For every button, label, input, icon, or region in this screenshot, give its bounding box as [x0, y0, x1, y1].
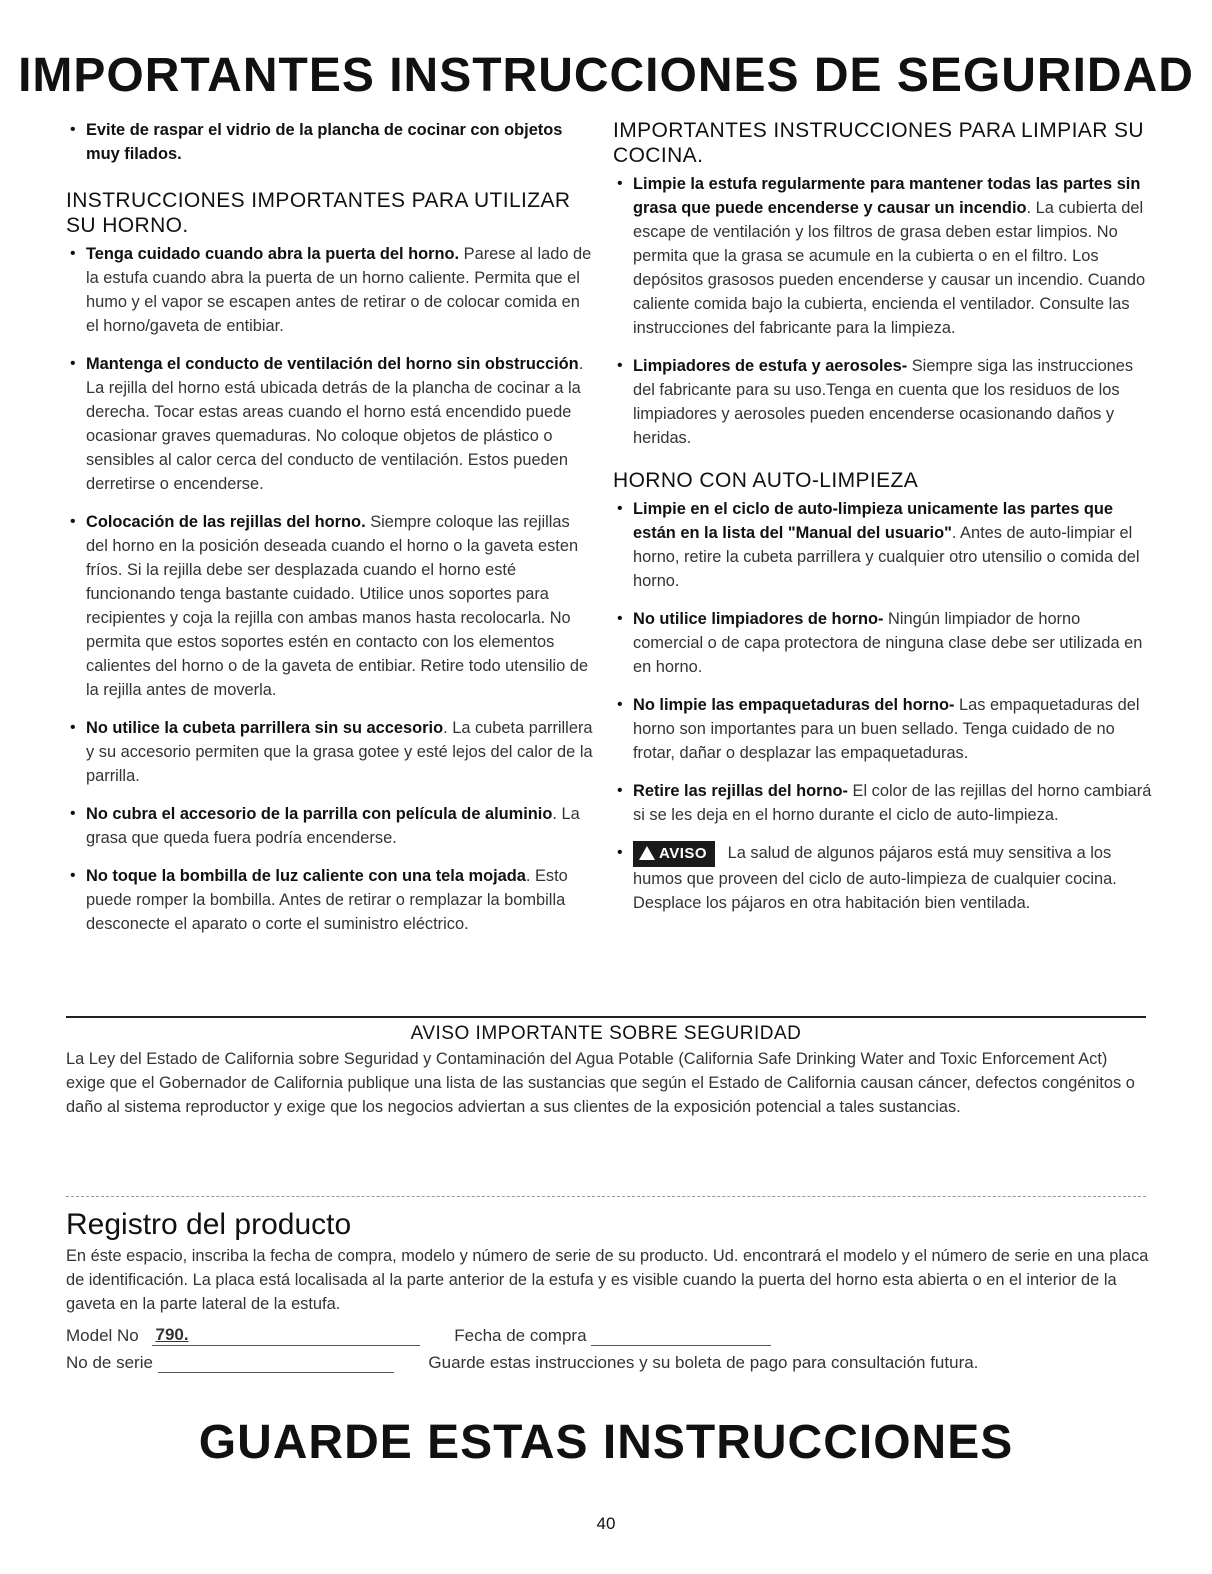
autolimpieza-items-list [613, 497, 1153, 827]
instruction-item [613, 779, 1153, 827]
warning-text: La salud de algunos pájaros está muy sensitiva a los humos que proveen del ciclo de auto-limpieza de cualquier cocina. Desplace los pájaros en otra habitación bien ventilada. [633, 844, 1117, 912]
limpiar-items-list [613, 172, 1153, 450]
instruction-text: El color de las rejillas del horno cambiará si se les deja en el horno durante el ciclo de auto-limpieza. [633, 782, 1152, 824]
instruction-heading: Mantenga el conducto de ventilación del horno sin obstrucción [86, 355, 579, 373]
instruction-heading: No limpie las empaquetaduras del horno- [633, 696, 955, 714]
warning-triangle-icon [639, 846, 655, 860]
instruction-text: Siempre coloque las rejillas del horno en la posición deseada cuando el horno o la gaveta esten fríos. Si la rejilla debe ser desplazada cuando el horno esté funcionando tenga bastante cuidado. Utilice unos soportes para recipientes y coja la rejilla con ambas manos hasta recolocarla. No permita que estos soportes estén en contacto con los elementos calientes del horno o de la gaveta de entibiar. Retire todo utensilio de la rejilla antes de moverla. [86, 513, 589, 699]
instruction-heading: Retire las rejillas del horno- [633, 782, 848, 800]
model-field[interactable] [152, 1325, 420, 1346]
model-value: 790. [155, 1325, 189, 1344]
section-title-autolimpieza: HORNO CON AUTO-LIMPIEZA [613, 469, 919, 492]
instruction-text: . La cubeta parrillera y su accesorio permiten que la grasa gotee y esté lejos del calor de la parrilla. [86, 719, 593, 785]
bullet-icon: • [70, 867, 76, 884]
registro-title: Registro del producto [66, 1208, 352, 1241]
bullet-icon: • [617, 500, 623, 517]
left-items-list [66, 242, 594, 936]
instruction-item [66, 242, 594, 338]
bullet-icon: • [617, 782, 623, 799]
serie-label: No de serie [66, 1353, 153, 1372]
instruction-heading: Limpie en el ciclo de auto-limpieza unicamente las partes que están en la lista del "Manual del usuario" [633, 500, 1114, 542]
bullet-icon: • [617, 357, 623, 374]
instruction-heading: No toque la bombilla de luz caliente con una tela mojada [86, 867, 526, 885]
guarde-note: Guarde estas instrucciones y su boleta de pago para consultación futura. [428, 1353, 979, 1372]
aviso-body: La Ley del Estado de California sobre Seguridad y Contaminación del Agua Potable (California Safe Drinking Water and Toxic Enforcement Act) exige que el Gobernador de California publique una lista de las sustancias que según el Estado de California causan cáncer, defectos congénitos o daño al sistema reproductor y exige que los negocios adviertan a sus clientes de la exposición potencial a tales sustancias. [66, 1050, 1135, 1116]
right-column [613, 118, 1153, 929]
instruction-text: . La rejilla del horno está ubicada detrás de la plancha de cocinar a la derecha. Tocar estas areas cuando el horno está encendido puede ocasionar graves quemaduras. No coloque objetos de plástico o sensibles al calor cerca del conducto de ventilación. Estos pueden derretirse o encenderse. [86, 355, 584, 493]
bullet-icon: • [70, 355, 76, 372]
aviso-title: AVISO IMPORTANTE SOBRE SEGURIDAD [410, 1023, 802, 1044]
bullet-icon: • [70, 719, 76, 736]
model-row [66, 1325, 771, 1346]
bullet-icon: • [70, 805, 76, 822]
instruction-text: . La grasa que queda fuera podría encenderse. [86, 805, 580, 847]
instruction-heading: Limpiadores de estufa y aerosoles- [633, 357, 908, 375]
instruction-item [613, 497, 1153, 593]
page-number: 40 [596, 1514, 616, 1533]
instruction-item [66, 802, 594, 850]
serie-field[interactable] [158, 1372, 394, 1373]
instruction-text: . Antes de auto-limpiar el horno, retire la cubeta parrillera y cualquier otro utensilio o comida del horno. [633, 524, 1140, 590]
instruction-item [613, 607, 1153, 679]
instruction-item [613, 354, 1153, 450]
instruction-item [613, 693, 1153, 765]
instruction-text: Parese al lado de la estufa cuando abra la puerta de un horno caliente. Permita que el humo y el vapor se escapen antes de retirar o de colocar comida en el horno/gaveta de entibiar. [86, 245, 592, 335]
section-title-utilizar: INSTRUCCIONES IMPORTANTES PARA UTILIZAR SU HORNO. [66, 189, 571, 237]
fecha-label: Fecha de compra [454, 1326, 587, 1345]
bullet-icon: • [70, 245, 76, 262]
intro-text: Evite de raspar el vidrio de la plancha de cocinar con objetos muy filados. [86, 121, 563, 163]
instruction-text: . La cubierta del escape de ventilación y los filtros de grasa deben estar limpios. No permita que la grasa se acumule en la cubierta o en el filtro. Los depósitos grasosos pueden encenderse y causar un incendio. Cuando caliente comida bajo la cubierta, encienda el ventilador. Consulte las instrucciones del fabricante para la limpieza. [633, 199, 1146, 337]
bullet-icon: • [70, 121, 76, 138]
instruction-heading: No cubra el accesorio de la parrilla con película de aluminio [86, 805, 553, 823]
instruction-text: Siempre siga las instrucciones del fabricante para su uso.Tenga en cuenta que los residuos de los limpiadores y aerosoles pueden encenderse ocasionando daños y heridas. [633, 357, 1134, 447]
instruction-item [66, 352, 594, 496]
bullet-icon: • [617, 175, 623, 192]
instruction-item [66, 864, 594, 936]
bullet-icon: • [70, 513, 76, 530]
left-column [66, 118, 594, 950]
instruction-heading: No utilice la cubeta parrillera sin su accesorio [86, 719, 444, 737]
divider [66, 1016, 1146, 1018]
fecha-field[interactable] [591, 1345, 771, 1346]
intro-bullet [66, 118, 594, 166]
instruction-text: Las empaquetaduras del horno son importantes para un buen sellado. Tenga cuidado de no frotar, dañar o desplazar las empaquetaduras. [633, 696, 1140, 762]
serie-row [66, 1353, 978, 1373]
section-title-limpiar: IMPORTANTES INSTRUCCIONES PARA LIMPIAR SU COCINA. [613, 119, 1144, 167]
footer-title: GUARDE ESTAS INSTRUCCIONES [198, 1416, 1014, 1469]
instruction-item [66, 510, 594, 702]
bullet-icon: • [617, 696, 623, 713]
bullet-icon: • [617, 844, 623, 861]
model-label: Model No [66, 1326, 139, 1345]
instruction-item [613, 172, 1153, 340]
registro-body: En éste espacio, inscriba la fecha de compra, modelo y número de serie de su producto. Ud. encontrará el modelo y el número de serie en una placa de identificación. La placa está localisada al la parte anterior de la estufa y es visible cuando la puerta del horno esta abierta o en el interior de la gaveta en la parte lateral de la estufa. [66, 1247, 1149, 1313]
instruction-heading: Colocación de las rejillas del horno. [86, 513, 366, 531]
instruction-text: . Esto puede romper la bombilla. Antes de retirar o remplazar la bombilla desconecte el aparato o corte el suministro eléctrico. [86, 867, 568, 933]
page-title: IMPORTANTES INSTRUCCIONES DE SEGURIDAD [18, 49, 1194, 102]
instruction-heading: No utilice limpiadores de horno- [633, 610, 884, 628]
instruction-item [66, 716, 594, 788]
instruction-text: Ningún limpiador de horno comercial o de capa protectora de ninguna clase debe ser utilizada en en horno. [633, 610, 1143, 676]
bullet-icon: • [617, 610, 623, 627]
instruction-heading: Tenga cuidado cuando abra la puerta del horno. [86, 245, 460, 263]
warning-badge: AVISO [633, 841, 715, 867]
instruction-heading: Limpie la estufa regularmente para mantener todas las partes sin grasa que puede encenderse y causar un incendio [633, 175, 1141, 217]
dashed-divider [66, 1196, 1146, 1197]
warning-bullet [613, 841, 1153, 915]
